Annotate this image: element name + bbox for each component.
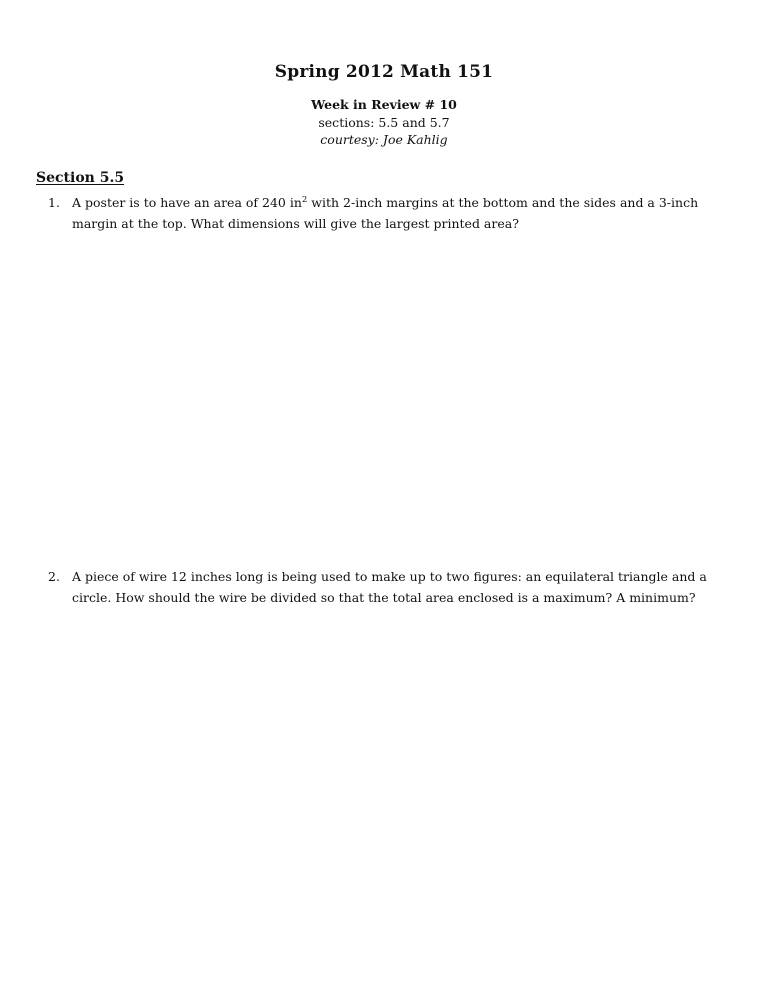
problem-text-part: with 2-inch margins at the bottom and the sides and a 3-inch margin at the top. What dimensions will give the largest printed area? [72, 195, 699, 231]
problem-number: 1. [48, 195, 60, 210]
section-heading: Section 5.5 [36, 170, 125, 186]
problem-number: 2. [48, 569, 60, 584]
superscript-exponent: 2 [301, 194, 308, 205]
page-title: Spring 2012 Math 151 [274, 62, 494, 82]
problem-text-part: A poster is to have an area of 240 in [72, 195, 302, 210]
problem-1 [48, 192, 728, 234]
courtesy-line: courtesy: Joe Kahlig [320, 132, 448, 147]
page-subtitle: Week in Review # 10 [311, 97, 457, 112]
problem-text: A piece of wire 12 inches long is being used to make up to two figures: an equilateral triangle and a circle. How should the wire be divided so that the total area enclosed is a maximum? A minimum? [72, 569, 707, 605]
problem-2 [48, 566, 728, 608]
sections-covered: sections: 5.5 and 5.7 [318, 115, 450, 130]
problem-text [72, 192, 728, 234]
